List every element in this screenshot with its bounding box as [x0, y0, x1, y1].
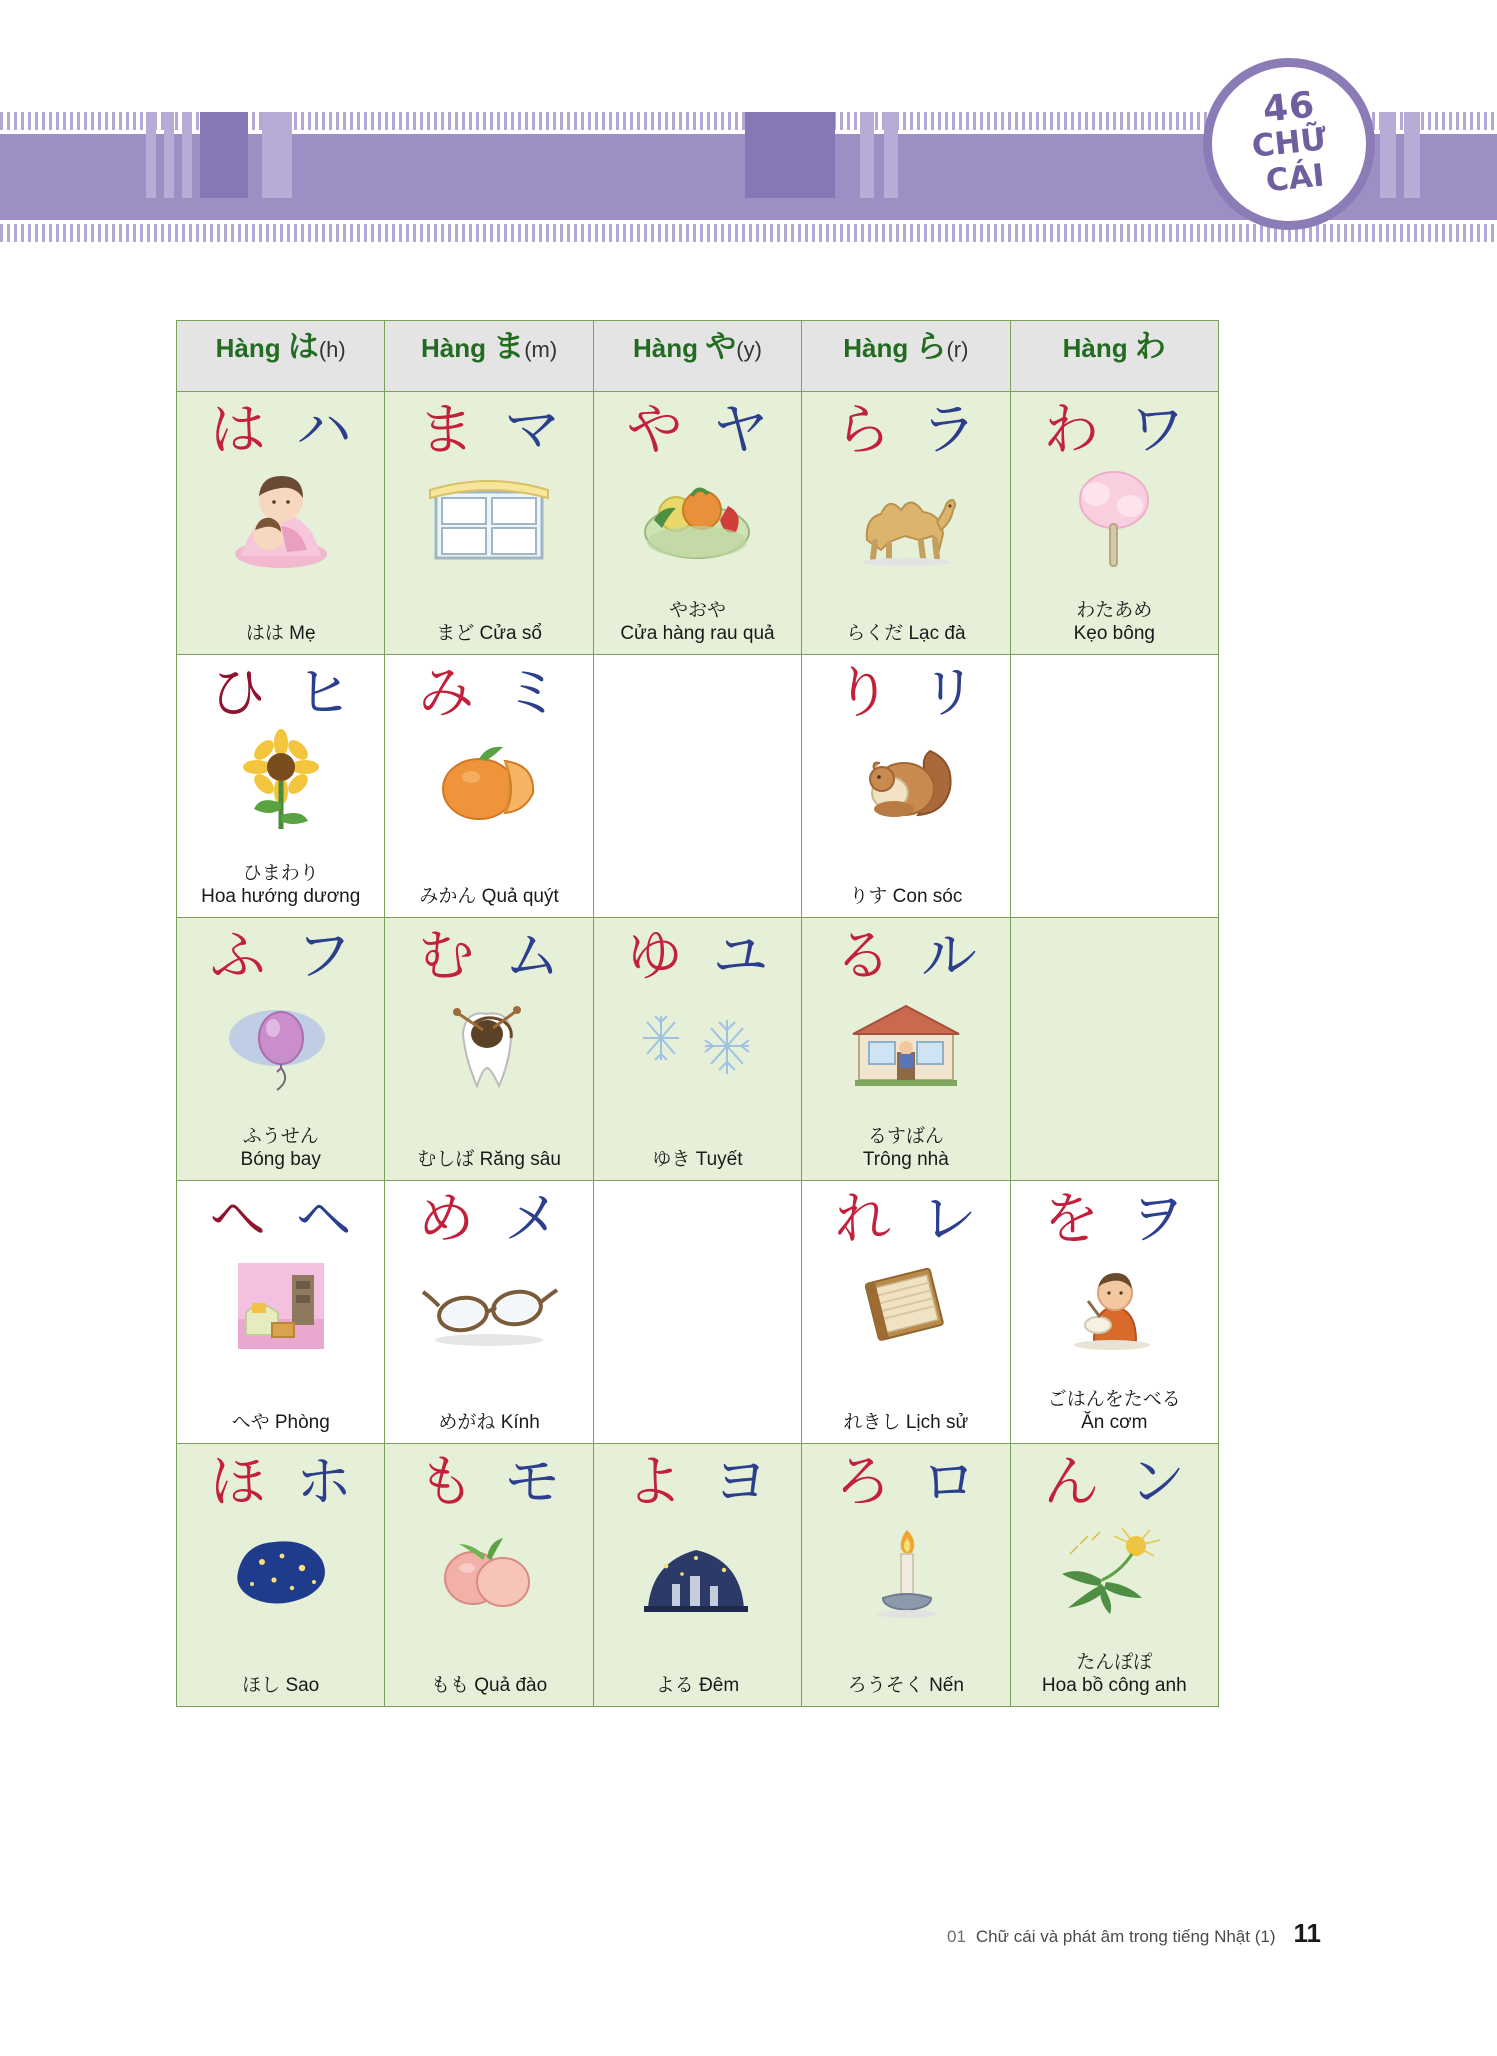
illustration-room-icon	[177, 1253, 384, 1361]
hiragana-glyph: れ	[834, 1187, 891, 1252]
katakana-glyph: ホ	[295, 1450, 352, 1515]
illustration-sunflower-icon	[177, 727, 384, 835]
hiragana-glyph: ま	[418, 398, 475, 463]
band-stripe-3	[182, 112, 192, 198]
cell-caption	[594, 599, 801, 647]
caption-vi: Cửa sổ	[479, 623, 542, 645]
kana-pair	[177, 663, 384, 725]
kana-cell-yo	[593, 1444, 801, 1707]
caption-vi-line2: Hoa hướng dương	[201, 886, 361, 908]
caption-jp: むしば	[417, 1148, 475, 1171]
column-header-wa	[1010, 321, 1218, 392]
column-header-ra	[802, 321, 1010, 392]
header-label-3: Hàng	[843, 333, 909, 363]
kana-pair	[385, 1452, 592, 1514]
hiragana-glyph: る	[834, 924, 891, 989]
caption-vi: Lạc đà	[908, 623, 966, 645]
band-stripe-2	[164, 112, 174, 198]
illustration-candle-icon	[802, 1516, 1009, 1624]
kana-pair	[802, 1189, 1009, 1251]
kana-pair	[177, 926, 384, 988]
table-row	[177, 655, 1219, 918]
caption-jp: よる	[655, 1674, 694, 1697]
cell-caption	[802, 1674, 1009, 1698]
katakana-glyph: メ	[504, 1187, 561, 1252]
caption-jp: らくだ	[846, 622, 904, 645]
kana-pair	[802, 926, 1009, 988]
kana-cell-ho	[177, 1444, 385, 1707]
caption-vi: Đêm	[699, 1675, 740, 1697]
band-stripe-4	[200, 112, 248, 198]
kana-cell-ha	[177, 392, 385, 655]
caption-vi: Mẹ	[289, 623, 316, 645]
caption-jp: たんぽぽ	[1076, 1650, 1153, 1673]
cell-caption	[802, 885, 1009, 909]
hiragana-glyph: へ	[209, 1187, 266, 1252]
caption-jp: るすばん	[867, 1124, 944, 1147]
cell-caption	[177, 862, 384, 910]
kana-pair	[385, 400, 592, 462]
caption-jp: やおや	[668, 598, 726, 621]
kana-pair	[594, 400, 801, 462]
katakana-glyph: ム	[504, 924, 561, 989]
table-header	[177, 321, 1219, 392]
hiragana-glyph: わ	[1043, 398, 1100, 463]
illustration-tangerine-icon	[385, 727, 592, 835]
katakana-glyph: ヘ	[295, 1187, 352, 1252]
band-stripe-10	[1404, 112, 1420, 198]
kana-pair	[802, 1452, 1009, 1514]
hiragana-glyph: よ	[626, 1450, 683, 1515]
footer-chapter-number: 01	[946, 1927, 966, 1946]
caption-jp: ゆき	[652, 1148, 691, 1171]
cell-caption	[1011, 599, 1218, 647]
kana-cell-re	[802, 1181, 1010, 1444]
kana-cell-ru	[802, 918, 1010, 1181]
katakana-glyph: ル	[920, 924, 977, 989]
hiragana-glyph: ん	[1043, 1450, 1100, 1515]
caption-jp: ひまわり	[242, 861, 319, 884]
kana-pair	[177, 1452, 384, 1514]
katakana-glyph: ミ	[504, 661, 561, 726]
header-label-1: Hàng	[420, 333, 486, 363]
hiragana-glyph: り	[834, 661, 891, 726]
illustration-peach-icon	[385, 1516, 592, 1624]
header-row	[177, 321, 1219, 392]
caption-jp: みかん	[419, 885, 477, 908]
illustration-house-sitting-icon	[802, 990, 1009, 1098]
cell-caption	[177, 1125, 384, 1173]
cell-caption	[1011, 1388, 1218, 1436]
header-rom-3: (r)	[946, 337, 969, 362]
kana-pair	[594, 926, 801, 988]
caption-jp: わたあめ	[1076, 598, 1153, 621]
badge-word-1: CHỮ	[1249, 121, 1328, 166]
illustration-night-icon	[594, 1516, 801, 1624]
illustration-eating-rice-icon	[1011, 1253, 1218, 1361]
kana-cell-empty-ya-row2	[593, 655, 801, 918]
kana-cell-mi	[385, 655, 593, 918]
kana-cell-empty-wa-row2	[1010, 655, 1218, 918]
cell-caption	[802, 1411, 1009, 1435]
table-body	[177, 392, 1219, 1707]
katakana-glyph: ユ	[712, 924, 769, 989]
cell-caption	[594, 1674, 801, 1698]
cell-caption	[1011, 1651, 1218, 1699]
kana-table	[176, 320, 1219, 1707]
katakana-glyph: ヤ	[712, 398, 769, 463]
caption-jp: れきし	[843, 1411, 901, 1434]
caption-jp: りす	[849, 885, 888, 908]
kana-pair	[1011, 400, 1218, 462]
illustration-mother-baby-icon	[177, 464, 384, 572]
kana-cell-he	[177, 1181, 385, 1444]
caption-jp: ごはんをたべる	[1047, 1387, 1181, 1410]
kana-cell-empty-wa-row3	[1010, 918, 1218, 1181]
kana-cell-ro	[802, 1444, 1010, 1707]
kana-pair	[177, 1189, 384, 1251]
cell-caption	[802, 1125, 1009, 1173]
caption-jp: はは	[245, 622, 284, 645]
katakana-glyph: ハ	[295, 398, 352, 463]
kana-cell-yu	[593, 918, 801, 1181]
band-stripe-8	[884, 112, 898, 198]
hiragana-glyph: ら	[834, 398, 891, 463]
katakana-glyph: ヲ	[1129, 1187, 1186, 1252]
illustration-glasses-icon	[385, 1253, 592, 1361]
cell-caption	[385, 1411, 592, 1435]
illustration-window-icon	[385, 464, 592, 572]
caption-jp: ほし	[242, 1674, 281, 1697]
kana-cell-ra	[802, 392, 1010, 655]
cell-caption	[177, 1411, 384, 1435]
column-header-ya	[593, 321, 801, 392]
illustration-camel-icon	[802, 464, 1009, 572]
kana-cell-wa	[1010, 392, 1218, 655]
column-header-ma	[385, 321, 593, 392]
kana-pair	[1011, 1189, 1218, 1251]
cell-caption	[385, 622, 592, 646]
kana-cell-ri	[802, 655, 1010, 918]
caption-jp: めがね	[438, 1411, 496, 1434]
kana-pair	[802, 400, 1009, 462]
kana-cell-me	[385, 1181, 593, 1444]
katakana-glyph: ヒ	[295, 661, 352, 726]
cell-caption	[177, 1674, 384, 1698]
table-row	[177, 918, 1219, 1181]
kana-pair	[385, 663, 592, 725]
hiragana-glyph: ひ	[209, 661, 266, 726]
katakana-glyph: ン	[1129, 1450, 1186, 1515]
cell-caption	[177, 622, 384, 646]
table-row	[177, 392, 1219, 655]
hiragana-glyph: も	[418, 1450, 475, 1515]
header-rom-1: (m)	[524, 337, 558, 362]
illustration-tooth-decay-icon	[385, 990, 592, 1098]
caption-vi: Phòng	[274, 1412, 330, 1434]
header-label-2: Hàng	[633, 333, 699, 363]
kana-cell-empty-ya-row4	[593, 1181, 801, 1444]
kana-cell-hi	[177, 655, 385, 918]
kana-cell-mo	[385, 1444, 593, 1707]
band-stripe-6	[745, 112, 835, 198]
illustration-dandelion-icon	[1011, 1516, 1218, 1624]
caption-vi: Quả đào	[474, 1675, 548, 1697]
katakana-glyph: モ	[504, 1450, 561, 1515]
cell-caption	[802, 622, 1009, 646]
hiragana-glyph: ほ	[209, 1450, 266, 1515]
table-row	[177, 1444, 1219, 1707]
band-stripe-9	[1380, 112, 1396, 198]
hiragana-glyph: ろ	[834, 1450, 891, 1515]
hiragana-glyph: み	[418, 661, 475, 726]
caption-jp: へや	[231, 1411, 270, 1434]
footer-chapter-title: Chữ cái và phát âm trong tiếng Nhật (1)	[975, 1927, 1276, 1946]
illustration-snowflake-icon	[594, 990, 801, 1098]
caption-jp: ろうそく	[847, 1674, 924, 1697]
hiragana-glyph: は	[209, 398, 266, 463]
header-label-4: Hàng	[1062, 333, 1128, 363]
header-kana-0: は	[287, 329, 319, 365]
kana-pair	[385, 1189, 592, 1251]
page-number: 11	[1293, 1918, 1321, 1948]
kana-cell-ya	[593, 392, 801, 655]
band-stripe-1	[146, 112, 156, 198]
badge-number: 46	[1260, 84, 1317, 131]
caption-vi-line2: Ăn cơm	[1081, 1412, 1148, 1434]
kana-pair	[802, 663, 1009, 725]
caption-vi: Răng sâu	[479, 1149, 561, 1171]
katakana-glyph: マ	[504, 398, 561, 463]
katakana-glyph: ワ	[1129, 398, 1186, 463]
cell-caption	[594, 1148, 801, 1172]
caption-vi: Kính	[500, 1412, 540, 1434]
illustration-stars-icon	[177, 1516, 384, 1624]
hiragana-glyph: を	[1043, 1187, 1100, 1252]
cell-caption	[385, 1674, 592, 1698]
illustration-balloon-icon	[177, 990, 384, 1098]
caption-vi: Sao	[285, 1675, 320, 1697]
caption-vi-line2: Bóng bay	[240, 1149, 321, 1171]
caption-jp: まど	[436, 622, 475, 645]
caption-jp: もも	[430, 1674, 469, 1697]
header-rom-2: (y)	[736, 337, 762, 362]
cell-caption	[385, 1148, 592, 1172]
caption-vi: Quả quýt	[481, 886, 559, 908]
caption-vi-line2: Cửa hàng rau quả	[620, 623, 775, 645]
katakana-glyph: リ	[920, 661, 977, 726]
caption-vi: Con sóc	[892, 886, 963, 908]
band-stripe-7	[860, 112, 874, 198]
caption-vi: Lịch sử	[905, 1412, 969, 1434]
caption-vi-line2: Kẹo bông	[1073, 623, 1155, 645]
illustration-vegetables-icon	[594, 464, 801, 572]
band-stripe-5	[262, 112, 292, 198]
hiragana-glyph: ゆ	[626, 924, 683, 989]
header-kana-1: ま	[493, 329, 525, 365]
katakana-glyph: レ	[920, 1187, 977, 1252]
katakana-glyph: ロ	[920, 1450, 977, 1515]
hiragana-glyph: や	[626, 398, 683, 463]
caption-vi: Nến	[929, 1675, 964, 1697]
kana-table-container	[176, 320, 1219, 1707]
table-row	[177, 1181, 1219, 1444]
column-header-ha	[177, 321, 385, 392]
katakana-glyph: フ	[295, 924, 352, 989]
kana-pair	[594, 1452, 801, 1514]
kana-cell-n	[1010, 1444, 1218, 1707]
header-rom-0: (h)	[318, 337, 346, 362]
kana-pair	[385, 926, 592, 988]
illustration-old-book-icon	[802, 1253, 1009, 1361]
kana-pair	[177, 400, 384, 462]
badge-word-2: CÁI	[1264, 157, 1326, 200]
header-label-0: Hàng	[215, 333, 281, 363]
illustration-squirrel-icon	[802, 727, 1009, 835]
caption-vi-line2: Trông nhà	[862, 1149, 949, 1171]
chapter-badge	[1203, 58, 1375, 230]
header-kana-4: わ	[1134, 329, 1166, 365]
page-footer	[947, 1918, 1321, 1949]
hiragana-glyph: む	[418, 924, 475, 989]
katakana-glyph: ラ	[920, 398, 977, 463]
caption-vi: Tuyết	[695, 1149, 743, 1171]
header-kana-2: や	[705, 329, 737, 365]
hiragana-glyph: め	[418, 1187, 475, 1252]
header-kana-3: ら	[915, 329, 947, 365]
hiragana-glyph: ふ	[209, 924, 266, 989]
illustration-cotton-candy-icon	[1011, 464, 1218, 572]
caption-vi-line2: Hoa bồ công anh	[1041, 1675, 1187, 1697]
kana-cell-wo	[1010, 1181, 1218, 1444]
caption-jp: ふうせん	[242, 1124, 319, 1147]
kana-pair	[1011, 1452, 1218, 1514]
cell-caption	[385, 885, 592, 909]
katakana-glyph: ヨ	[712, 1450, 769, 1515]
kana-cell-fu	[177, 918, 385, 1181]
kana-cell-mu	[385, 918, 593, 1181]
kana-cell-ma	[385, 392, 593, 655]
